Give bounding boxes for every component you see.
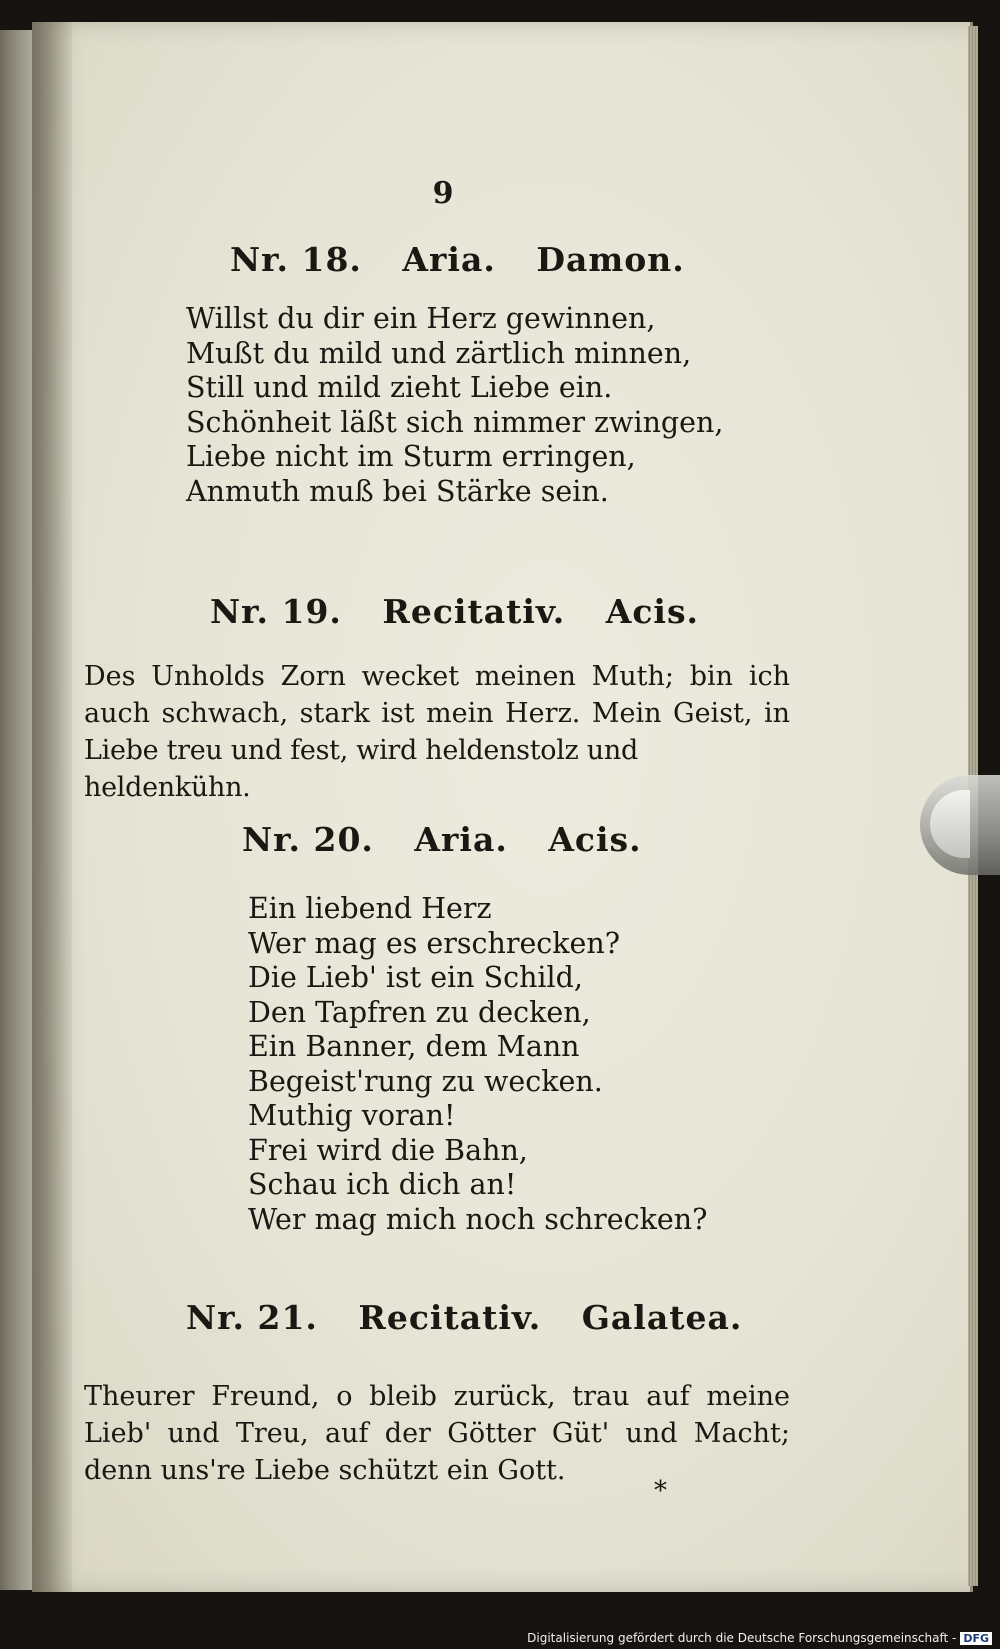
- verse-line: Still und mild zieht Liebe ein.: [186, 371, 613, 404]
- page-number: 9: [432, 176, 454, 211]
- verse-line: Die Lieb' ist ein Schild,: [248, 961, 583, 994]
- credit-text: Digitalisierung gefördert durch die Deutsche Forschungsgemeinschaft -: [527, 1631, 957, 1645]
- signature-mark: *: [654, 1476, 667, 1506]
- prose-line: Theurer Freund, o bleib zurück, trau auf meine: [84, 1381, 790, 1412]
- page-gutter-shadow: [32, 22, 72, 1592]
- heading-type: Aria.: [414, 820, 508, 859]
- section-heading-21: [186, 1298, 742, 1337]
- heading-type: Aria.: [402, 240, 496, 279]
- section-heading-20: [242, 820, 642, 859]
- heading-character: Galatea.: [581, 1298, 743, 1337]
- verse-line: Willst du dir ein Herz gewinnen,: [186, 302, 656, 335]
- prose-block-21: [84, 1378, 790, 1489]
- digitization-credit: [527, 1631, 992, 1645]
- heading-number: Nr. 20.: [242, 820, 374, 859]
- verse-line: Frei wird die Bahn,: [248, 1133, 528, 1167]
- heading-character: Damon.: [536, 240, 685, 279]
- heading-number: Nr. 21.: [186, 1298, 318, 1337]
- prose-line: Des Unholds Zorn wecket meinen Muth; bin ich: [84, 661, 790, 692]
- dfg-logo: DFG: [960, 1632, 992, 1645]
- heading-number: Nr. 18.: [230, 240, 362, 279]
- heading-type: Recitativ.: [358, 1298, 542, 1337]
- verse-line: Schau ich dich an!: [248, 1168, 517, 1201]
- heading-number: Nr. 19.: [210, 592, 342, 631]
- verse-line: Wer mag mich noch schrecken?: [248, 1202, 708, 1236]
- prose-line: Lieb' und Treu, auf der Götter Güt' und Macht;: [84, 1418, 790, 1449]
- verse-block-18: [186, 302, 723, 509]
- prose-line: auch schwach, stark ist mein Herz. Mein Geist, in: [84, 698, 790, 729]
- prose-line: Liebe treu und fest, wird heldenstolz und heldenkühn.: [84, 735, 638, 803]
- section-heading-19: [210, 592, 699, 631]
- heading-type: Recitativ.: [382, 592, 566, 631]
- heading-character: Acis.: [605, 592, 700, 631]
- verse-line: Ein liebend Herz: [248, 892, 492, 925]
- verse-line: Anmuth muß bei Stärke sein.: [186, 474, 609, 508]
- verse-line: Muthig voran!: [248, 1099, 456, 1132]
- verse-block-20: [248, 892, 707, 1237]
- verse-line: Mußt du mild und zärtlich minnen,: [186, 336, 692, 370]
- verse-line: Ein Banner, dem Mann: [248, 1030, 580, 1063]
- verse-line: Schönheit läßt sich nimmer zwingen,: [186, 405, 724, 439]
- verse-line: Liebe nicht im Sturm erringen,: [186, 440, 636, 473]
- prose-line: denn uns're Liebe schützt ein Gott.: [84, 1455, 566, 1486]
- section-heading-18: [230, 240, 685, 279]
- verse-line: Begeist'rung zu wecken.: [248, 1064, 603, 1098]
- verse-line: Wer mag es erschrecken?: [248, 926, 621, 960]
- prose-block-19: [84, 658, 790, 803]
- verse-line: Den Tapfren zu decken,: [248, 995, 591, 1029]
- heading-character: Acis.: [548, 820, 642, 859]
